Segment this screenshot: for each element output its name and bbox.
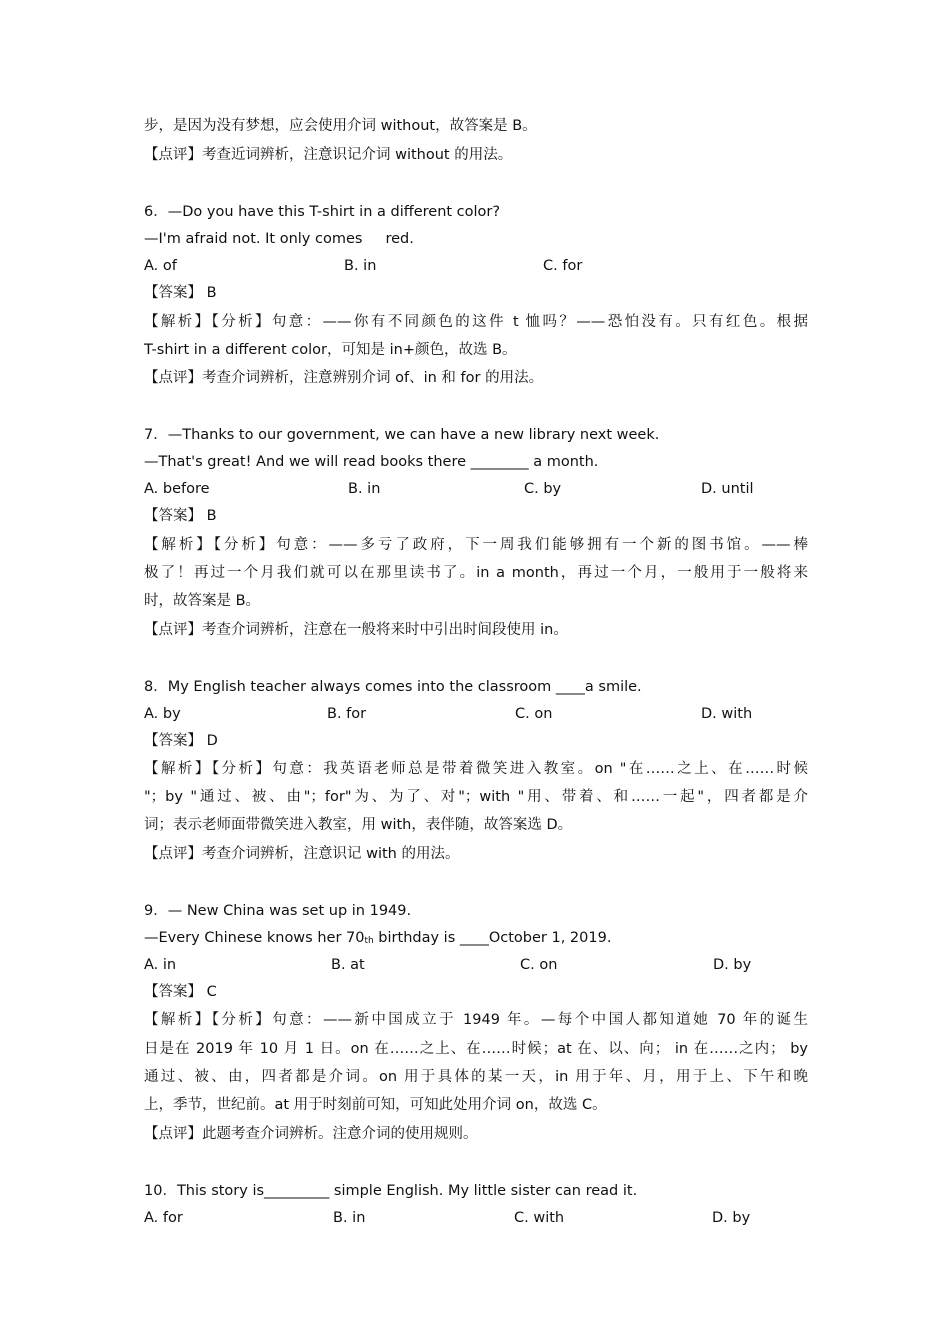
q8-comment: 【点评】考查介词辨析，注意识记 with 的用法。 <box>144 846 460 862</box>
q6-answer: 【答案】 B <box>144 285 217 301</box>
q9-analysis-line: 通过、被、由，四者都是介词。on 用于具体的某一天，in 用于年、月，用于上、下午和晚 <box>144 1069 808 1085</box>
q8-analysis-line: "；by "通过、被、由"；for"为、为了、对"；with "用、带着、和……一起"，四者都是介 <box>144 789 808 805</box>
q9-answer: 【答案】 C <box>144 984 217 1000</box>
q6-option-c: C. for <box>543 258 583 274</box>
q9-line2-text: birthday is ____October 1, 2019. <box>373 930 612 946</box>
q9-line2-text: —Every Chinese knows her 70 <box>144 930 365 946</box>
q9-option-d: D. by <box>713 957 752 973</box>
q9-superscript: th <box>364 936 374 946</box>
q8-option-b: B. for <box>327 706 367 722</box>
q9-option-a: A. in <box>144 957 177 973</box>
q10-option-b: B. in <box>333 1210 366 1226</box>
question-7-stem: 7．—Thanks to our government, we can have a new library next week. <box>144 427 660 443</box>
q7-option-c: C. by <box>524 481 562 497</box>
q10-option-c: C. with <box>514 1210 565 1226</box>
q10-option-d: D. by <box>712 1210 751 1226</box>
q9-analysis-line: 日是在 2019 年 10 月 1 日。on 在……之上、在……时候；at 在、以、向； in 在……之内； by <box>144 1041 808 1057</box>
question-9-stem: 9．— New China was set up in 1949. <box>144 903 412 919</box>
q7-option-a: A. before <box>144 481 210 497</box>
question-6-line2: —I'm afraid not. It only comes red. <box>144 231 414 247</box>
q9-analysis-line: 上，季节，世纪前。at 用于时刻前可知，可知此处用介词 on，故选 C。 <box>144 1097 607 1113</box>
q10-option-a: A. for <box>144 1210 183 1226</box>
q8-answer: 【答案】 D <box>144 733 218 749</box>
q6-option-b: B. in <box>344 258 377 274</box>
q8-option-c: C. on <box>515 706 553 722</box>
question-7-line2: —That's great! And we will read books there ________ a month. <box>144 454 599 470</box>
q7-analysis-line: 【解析】【分析】句意：——多亏了政府，下一周我们能够拥有一个新的图书馆。——棒 <box>144 537 808 553</box>
text-line: 步，是因为没有梦想，应会使用介词 without，故答案是 B。 <box>144 118 537 134</box>
q9-option-c: C. on <box>520 957 558 973</box>
question-8-stem: 8．My English teacher always comes into the classroom ____a smile. <box>144 679 642 695</box>
q8-analysis-line: 【解析】【分析】句意：我英语老师总是带着微笑进入教室。on "在……之上、在……时候 <box>144 761 808 777</box>
question-9-line2 <box>144 928 808 951</box>
q7-comment: 【点评】考查介词辨析，注意在一般将来时中引出时间段使用 in。 <box>144 622 568 638</box>
question-6-stem: 6．—Do you have this T-shirt in a different color? <box>144 204 501 220</box>
q9-comment: 【点评】此题考查介词辨析。注意介词的使用规则。 <box>144 1126 478 1142</box>
q8-option-a: A. by <box>144 706 181 722</box>
q9-analysis-line: 【解析】【分析】句意：——新中国成立于 1949 年。—每个中国人都知道她 70 年的诞生 <box>144 1012 808 1028</box>
q8-analysis-line: 词；表示老师面带微笑进入教室，用 with，表伴随，故答案选 D。 <box>144 817 573 833</box>
q6-analysis-line: 【解析】【分析】句意：——你有不同颜色的这件 t 恤吗？——恐怕没有。只有红色。根据 <box>144 314 808 330</box>
q8-option-d: D. with <box>701 706 753 722</box>
question-10-stem: 10．This story is_________ simple English. My little sister can read it. <box>144 1183 638 1199</box>
q7-analysis-line: 时，故答案是 B。 <box>144 593 261 609</box>
q7-option-d: D. until <box>701 481 754 497</box>
q7-analysis-line: 极了！再过一个月我们就可以在那里读书了。in a month，再过一个月，一般用于一般将来 <box>144 565 808 581</box>
comment-line: 【点评】考查近词辨析，注意识记介词 without 的用法。 <box>144 147 513 163</box>
q7-option-b: B. in <box>348 481 381 497</box>
q6-comment: 【点评】考查介词辨析，注意辨别介词 of、in 和 for 的用法。 <box>144 370 544 386</box>
q6-option-a: A. of <box>144 258 177 274</box>
q7-answer: 【答案】 B <box>144 508 217 524</box>
q9-option-b: B. at <box>331 957 365 973</box>
q6-analysis-line: T-shirt in a different color，可知是 in+颜色，故选 B。 <box>144 342 517 358</box>
